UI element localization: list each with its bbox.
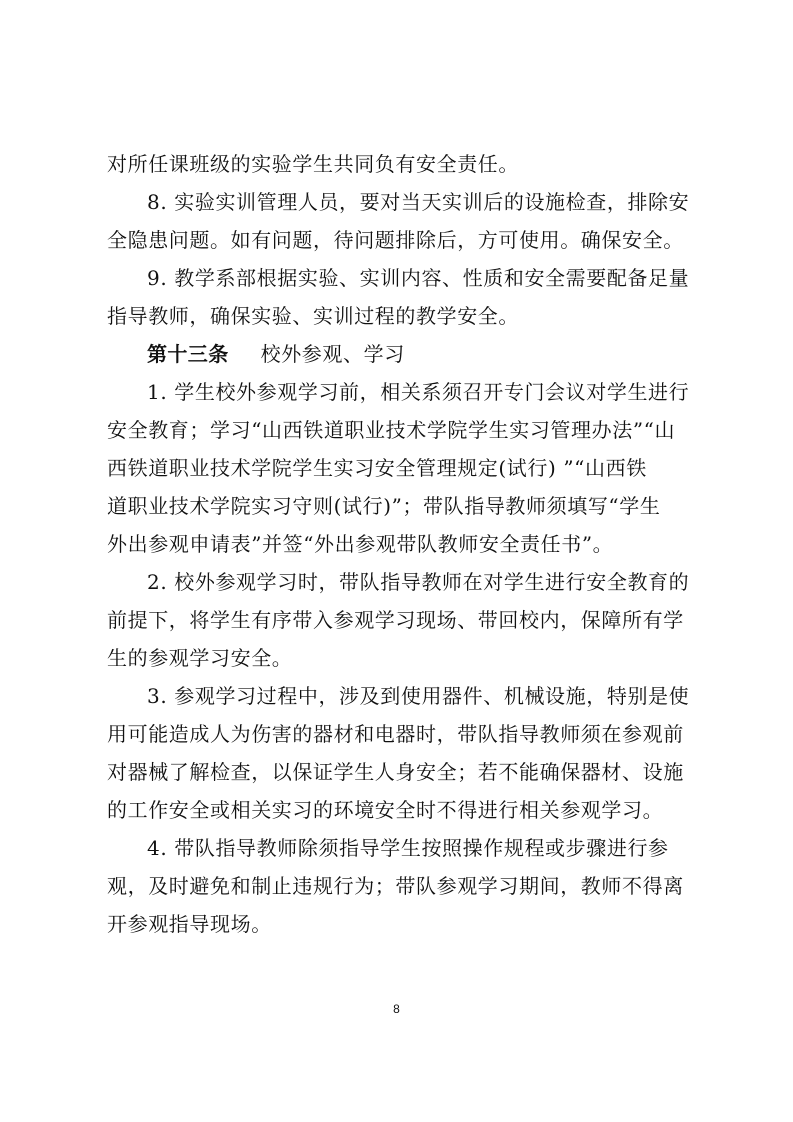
paragraph-line: 3. 参观学习过程中，涉及到使用器件、机械设施，特别是使 [147, 684, 690, 708]
article-number: 第十三条 [147, 342, 229, 366]
paragraph-line: 9. 教学系部根据实验、实训内容、性质和安全需要配备足量 [147, 266, 690, 290]
paragraph-line: 道职业技术学院实习守则(试行)”；带队指导教师须填写“学生 [107, 494, 661, 518]
paragraph-line: 对器械了解检查，以保证学生人身安全；若不能确保器材、设施 [107, 760, 684, 784]
page-number: 8 [393, 1002, 400, 1016]
paragraph-line: 前提下，将学生有序带入参观学习现场、带回校内，保障所有学 [107, 608, 684, 632]
paragraph-line: 的工作安全或相关实习的环境安全时不得进行相关参观学习。 [107, 798, 664, 822]
body-text [107, 145, 697, 943]
article-heading [107, 335, 697, 373]
paragraph-line: 生的参观学习安全。 [107, 646, 293, 670]
paragraph-line: 2. 校外参观学习时，带队指导教师在对学生进行安全教育的 [147, 570, 690, 594]
paragraph-line: 西铁道职业技术学院学生实习安全管理规定(试行) ”“山西铁 [107, 456, 647, 480]
paragraph-line: 全隐患问题。如有问题，待问题排除后，方可使用。确保安全。 [107, 228, 684, 252]
paragraph-line: 4. 带队指导教师除须指导学生按照操作规程或步骤进行参 [147, 836, 669, 860]
paragraph-line: 8. 实验实训管理人员，要对当天实训后的设施检查，排除安 [147, 190, 690, 214]
paragraph-line: 外出参观申请表”并签“外出参观带队教师安全责任书”。 [107, 532, 614, 556]
paragraph-line: 指导教师，确保实验、实训过程的教学安全。 [107, 304, 519, 328]
paragraph-line: 用可能造成人为伤害的器材和电器时，带队指导教师须在参观前 [107, 722, 684, 746]
article-title: 校外参观、学习 [260, 342, 405, 366]
paragraph-line: 开参观指导现场。 [107, 912, 272, 936]
paragraph-line: 对所任课班级的实验学生共同负有安全责任。 [107, 152, 519, 176]
paragraph-line: 安全教育；学习“山西铁道职业技术学院学生实习管理办法”“山 [107, 418, 676, 442]
paragraph-line: 1. 学生校外参观学习前，相关系须召开专门会议对学生进行 [147, 380, 690, 404]
paragraph-line: 观，及时避免和制止违规行为；带队参观学习期间，教师不得离 [107, 874, 684, 898]
